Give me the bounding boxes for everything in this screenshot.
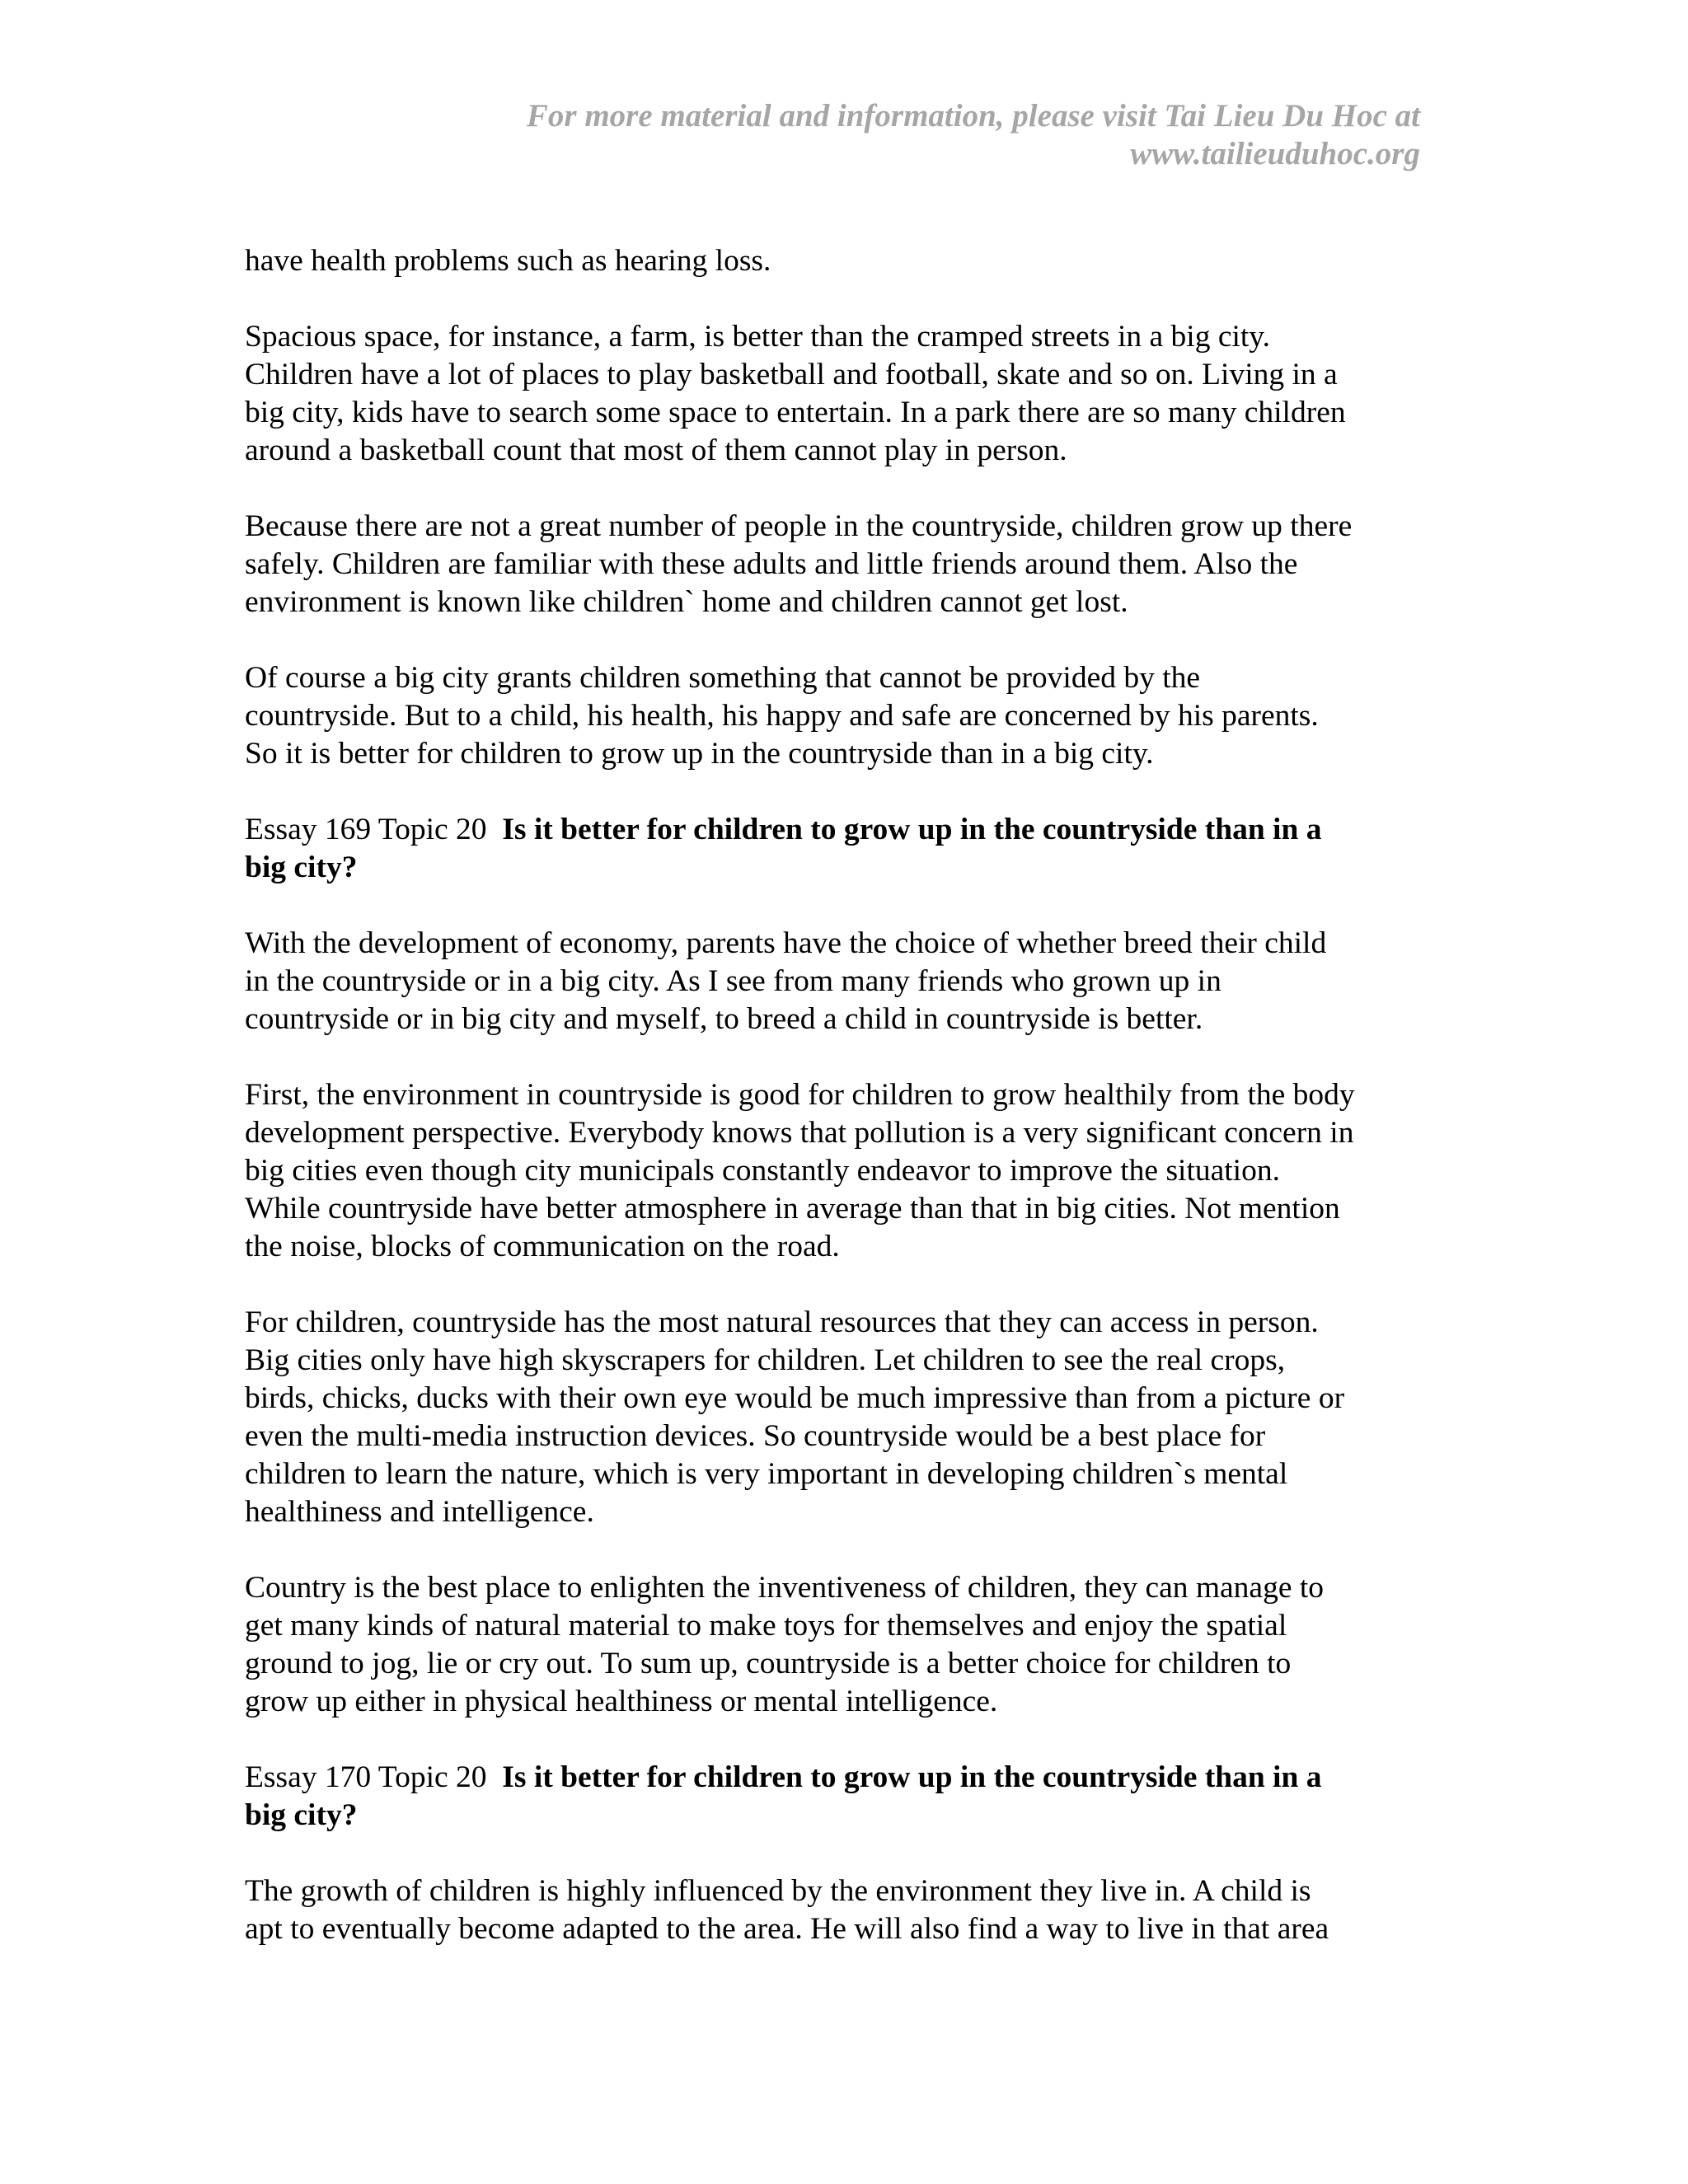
paragraph bbox=[245, 318, 1432, 470]
paragraph bbox=[245, 1569, 1432, 1721]
paragraph bbox=[245, 1076, 1432, 1266]
text-line: countryside. But to a child, his health, his happy and safe are concerned by his parents. bbox=[245, 699, 1319, 733]
text-line: have health problems such as hearing loss. bbox=[245, 244, 771, 278]
header-note bbox=[349, 97, 1420, 173]
text-line: Big cities only have high skyscrapers for children. Let children to see the real crops, bbox=[245, 1343, 1286, 1377]
header-note-line-2: www.tailieuduhoc.org bbox=[1130, 136, 1420, 171]
text-line: The growth of children is highly influenced by the environment they live in. A child is bbox=[245, 1874, 1311, 1908]
text-line: the noise, blocks of communication on the road. bbox=[245, 1230, 840, 1263]
text-line: even the multi-media instruction devices. So countryside would be a best place for bbox=[245, 1419, 1266, 1453]
essay-169-question-continued: big city? bbox=[245, 851, 358, 884]
text-line: For children, countryside has the most natural resources that they can access in person. bbox=[245, 1305, 1319, 1339]
text-line: healthiness and intelligence. bbox=[245, 1495, 594, 1529]
essay-heading-line bbox=[245, 1759, 1432, 1797]
text-line: ground to jog, lie or cry out. To sum up, countryside is a better choice for children to bbox=[245, 1647, 1292, 1680]
text-line: in the countryside or in a big city. As I see from many friends who grown up in bbox=[245, 964, 1221, 998]
document-body bbox=[245, 242, 1432, 1986]
text-line: First, the environment in countryside is good for children to grow healthily from the body bbox=[245, 1078, 1355, 1112]
text-line: big cities even though city municipals constantly endeavor to improve the situation. bbox=[245, 1154, 1280, 1188]
text-line: Of course a big city grants children something that cannot be provided by the bbox=[245, 661, 1201, 695]
text-line: environment is known like children` home and children cannot get lost. bbox=[245, 585, 1128, 619]
text-line: big city, kids have to search some space to entertain. In a park there are so many children bbox=[245, 396, 1346, 429]
text-line: Spacious space, for instance, a farm, is better than the cramped streets in a big city. bbox=[245, 320, 1271, 354]
paragraph bbox=[245, 1872, 1432, 1948]
text-line: apt to eventually become adapted to the area. He will also find a way to live in that area bbox=[245, 1912, 1329, 1946]
paragraph bbox=[245, 508, 1432, 621]
paragraph bbox=[245, 242, 1432, 280]
text-line: Because there are not a great number of people in the countryside, children grow up there bbox=[245, 509, 1353, 543]
text-line: around a basketball count that most of them cannot play in person. bbox=[245, 434, 1067, 467]
text-line: Country is the best place to enlighten the inventiveness of children, they can manage to bbox=[245, 1571, 1325, 1605]
text-line: get many kinds of natural material to make toys for themselves and enjoy the spatial bbox=[245, 1609, 1287, 1643]
paragraph bbox=[245, 659, 1432, 773]
essay-169-question: Is it better for children to grow up in the countryside than in a bbox=[502, 813, 1322, 846]
paragraph bbox=[245, 925, 1432, 1038]
essay-170-heading bbox=[245, 1759, 1432, 1835]
header-note-line-1: For more material and information, please visit Tai Lieu Du Hoc at bbox=[526, 98, 1420, 134]
text-line: countryside or in big city and myself, to breed a child in countryside is better. bbox=[245, 1002, 1203, 1036]
text-line: Children have a lot of places to play basketball and football, skate and so on. Living in a bbox=[245, 358, 1338, 391]
text-line: With the development of economy, parents have the choice of whether breed their child bbox=[245, 926, 1327, 960]
text-line: grow up either in physical healthiness or mental intelligence. bbox=[245, 1685, 998, 1718]
essay-169-label: Essay 169 Topic 20 bbox=[245, 813, 487, 846]
essay-170-question: Is it better for children to grow up in the countryside than in a bbox=[502, 1760, 1322, 1794]
essay-170-label: Essay 170 Topic 20 bbox=[245, 1760, 487, 1794]
essay-170-question-continued: big city? bbox=[245, 1798, 358, 1832]
paragraph bbox=[245, 1304, 1432, 1531]
text-line: So it is better for children to grow up in the countryside than in a big city. bbox=[245, 737, 1154, 771]
text-line: safely. Children are familiar with these adults and little friends around them. Also the bbox=[245, 547, 1298, 581]
text-line: children to learn the nature, which is very important in developing children`s mental bbox=[245, 1457, 1288, 1491]
text-line: While countryside have better atmosphere in average than that in big cities. Not mention bbox=[245, 1192, 1340, 1226]
essay-169-heading bbox=[245, 811, 1432, 887]
text-line: development perspective. Everybody knows that pollution is a very significant concern in bbox=[245, 1116, 1354, 1150]
text-line: birds, chicks, ducks with their own eye would be much impressive than from a picture or bbox=[245, 1381, 1345, 1415]
essay-heading-line bbox=[245, 811, 1432, 849]
